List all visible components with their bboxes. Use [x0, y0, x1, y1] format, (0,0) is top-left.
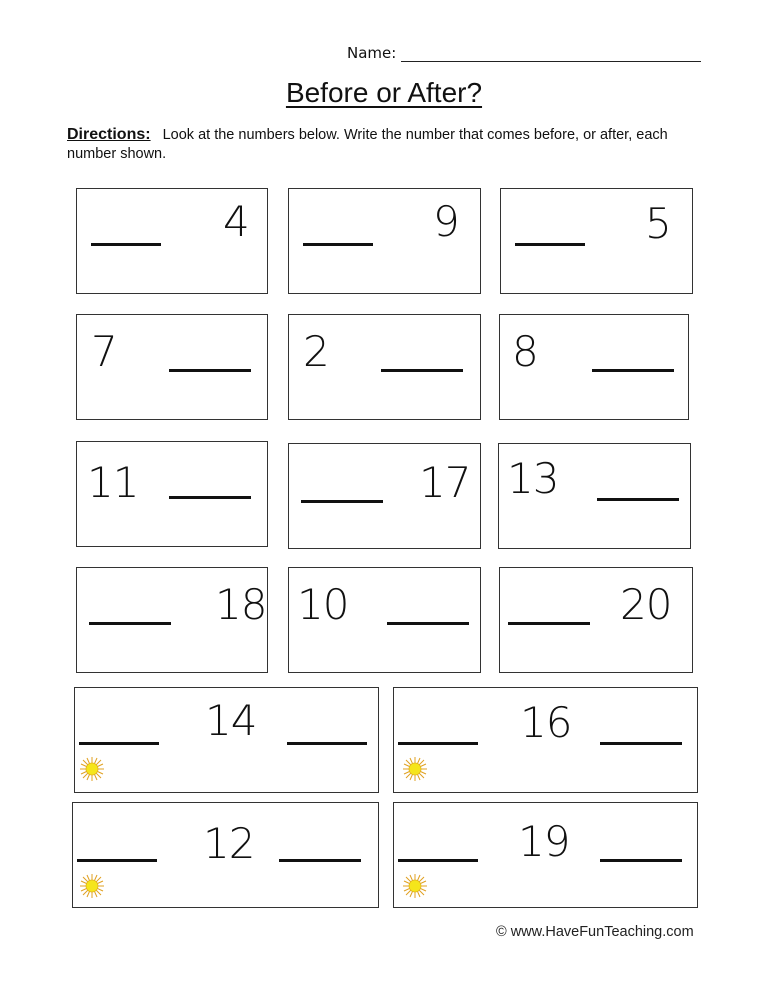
problem-box-wide: [74, 687, 379, 793]
directions-text: Look at the numbers below. Write the number that comes before, or after, each number shown.: [67, 127, 668, 162]
answer-blank[interactable]: [303, 243, 373, 246]
problem-box-wide: [72, 802, 379, 908]
answer-blank[interactable]: [508, 622, 590, 625]
answer-blank[interactable]: [398, 859, 478, 862]
problem-box: [498, 443, 691, 549]
copyright-footer: © www.HaveFunTeaching.com: [496, 924, 694, 940]
problem-box: [288, 567, 481, 673]
answer-blank[interactable]: [597, 498, 679, 501]
problem-number: 16: [520, 698, 572, 747]
answer-blank[interactable]: [387, 622, 469, 625]
problem-box-wide: [393, 687, 698, 793]
answer-blank[interactable]: [169, 369, 251, 372]
answer-blank[interactable]: [89, 622, 171, 625]
problem-number: 10: [297, 580, 349, 629]
answer-blank[interactable]: [169, 496, 251, 499]
problem-number: 13: [507, 454, 559, 503]
problem-number: 2: [303, 327, 329, 376]
name-label: Name:: [347, 44, 397, 62]
problem-number: 14: [205, 696, 257, 745]
sun-icon: [79, 756, 105, 782]
problem-box: [288, 188, 481, 294]
problem-box: [288, 314, 481, 420]
answer-blank[interactable]: [77, 859, 157, 862]
answer-blank[interactable]: [515, 243, 585, 246]
sun-icon: [402, 756, 428, 782]
problem-box: [76, 314, 268, 420]
directions: [67, 125, 707, 164]
problem-box: [76, 567, 268, 673]
problem-number: 11: [87, 458, 139, 507]
problem-number: 5: [645, 199, 671, 248]
answer-blank[interactable]: [91, 243, 161, 246]
answer-blank[interactable]: [301, 500, 383, 503]
problem-number: 18: [215, 580, 267, 629]
problem-number: 9: [433, 197, 459, 246]
answer-blank[interactable]: [287, 742, 367, 745]
problem-number: 17: [419, 458, 471, 507]
answer-blank[interactable]: [592, 369, 674, 372]
problem-box-wide: [393, 802, 698, 908]
answer-blank[interactable]: [398, 742, 478, 745]
problem-box: [500, 188, 693, 294]
problem-number: 19: [518, 817, 570, 866]
answer-blank[interactable]: [600, 742, 682, 745]
problem-number: 4: [223, 197, 249, 246]
problem-number: 12: [203, 819, 255, 868]
problem-box: [76, 188, 268, 294]
problem-number: 7: [91, 327, 117, 376]
page-title: Before or After?: [285, 77, 483, 108]
problem-box: [288, 443, 481, 549]
name-field[interactable]: [401, 61, 701, 62]
sun-icon: [79, 873, 105, 899]
answer-blank[interactable]: [79, 742, 159, 745]
answer-blank[interactable]: [600, 859, 682, 862]
answer-blank[interactable]: [279, 859, 361, 862]
problem-number: 8: [512, 327, 538, 376]
sun-icon: [402, 873, 428, 899]
problem-box: [76, 441, 268, 547]
directions-label: Directions:: [67, 126, 151, 143]
problem-box: [499, 314, 689, 420]
answer-blank[interactable]: [381, 369, 463, 372]
problem-box: [499, 567, 693, 673]
problem-number: 20: [620, 580, 672, 629]
